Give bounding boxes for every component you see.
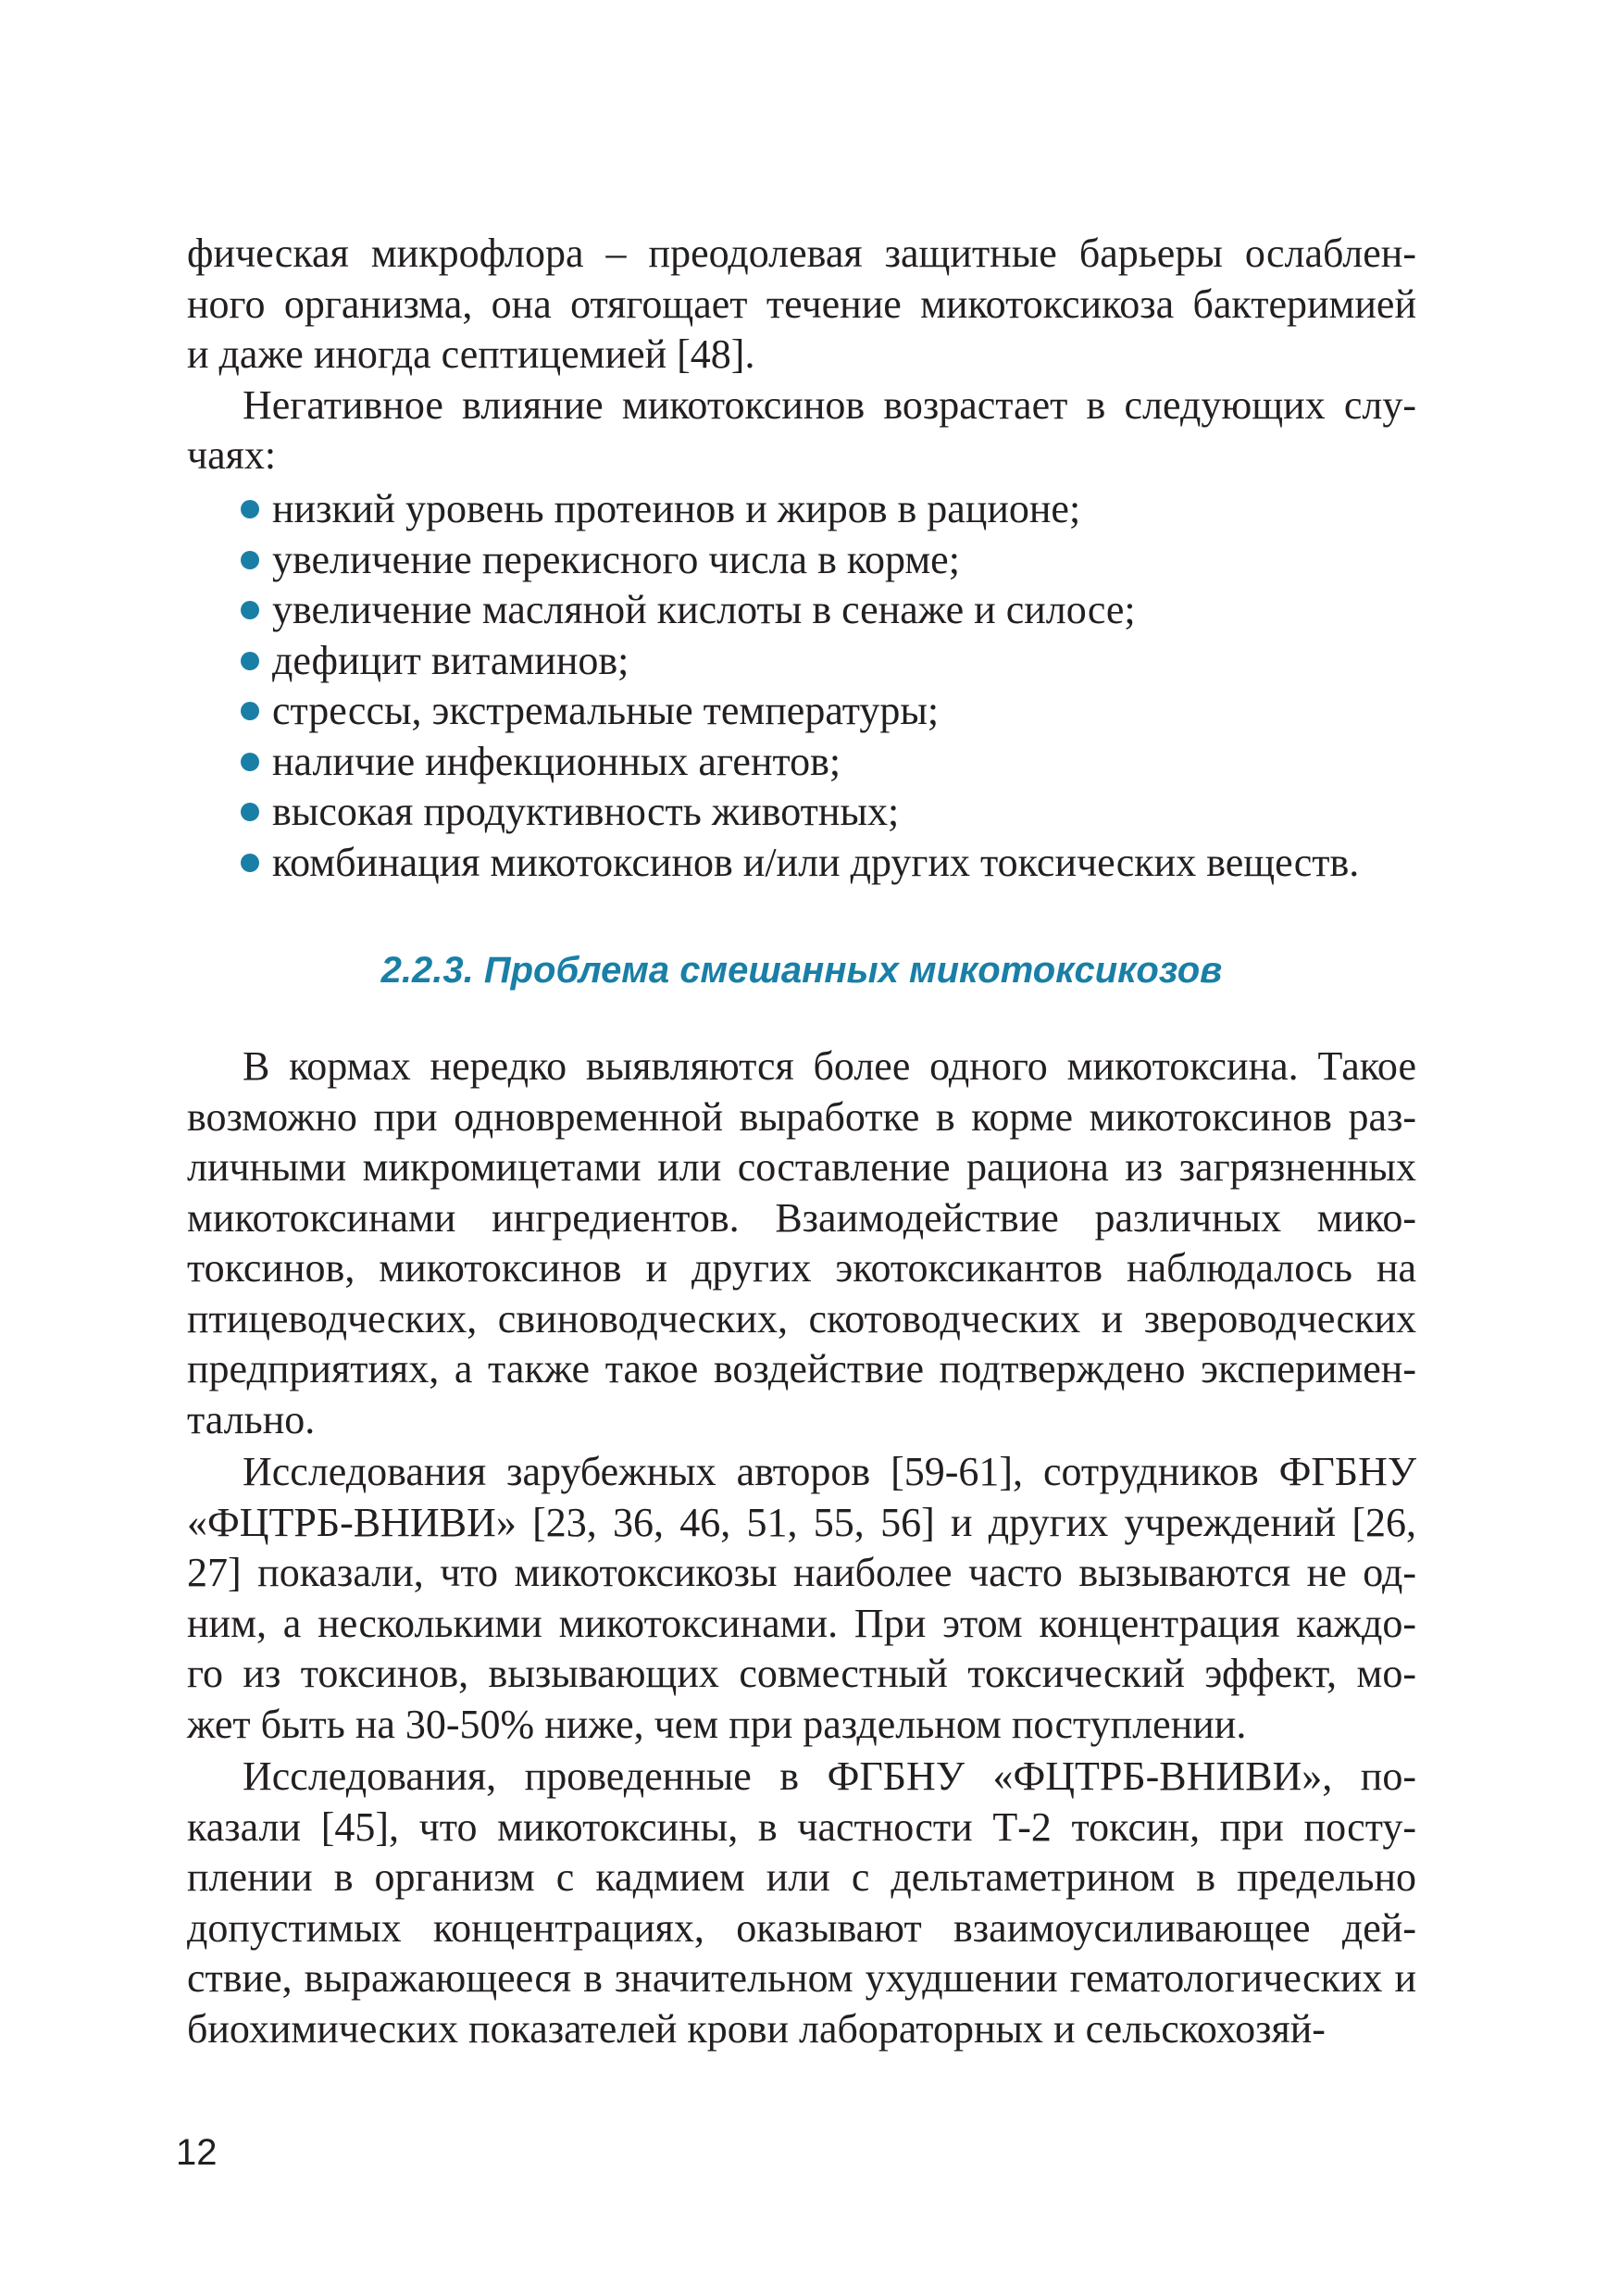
list-item	[241, 535, 1435, 586]
section-heading: 2.2.3. Проблема смешанных микотоксикозов	[380, 950, 1223, 991]
list-item-text: увеличение масляной кислоты в сенаже и силосе;	[272, 587, 1136, 632]
section-paragraph-1: В кормах нередко выявляются более одного микотоксина. Такое возможно при одновременной выработке в корме микотоксинов раз- личными микромицетами или составление рациона из загрязненных микотоксинами ингредиентов. Взаимодействие различных мико- токсинов, микотоксинов и других экотоксикантов наблюдалось на птицеводческих, свиноводческих, скотоводческих и звероводческих предприятиях, а также такое воздействие подтверждено эксперимен- тально.	[187, 1043, 1416, 1442]
list-item-text: стрессы, экстремальные температуры;	[272, 688, 940, 733]
bullet-dot-icon	[241, 652, 259, 670]
intro-paragraph-2: Негативное влияние микотоксинов возрастает в следующих слу- чаях:	[187, 381, 1416, 478]
list-item-text: низкий уровень протеинов и жиров в рационе;	[272, 486, 1081, 531]
list-item-text: дефицит витаминов;	[272, 637, 629, 683]
intro-text	[187, 229, 1416, 481]
section-paragraph-3: Исследования, проведенные в ФГБНУ «ФЦТРБ-ВНИВИ», по- казали [45], что микотоксины, в частности Т-2 токсин, при посту- плении в организм с кадмием или с дельтаметрином в предельно допустимых концентрациях, оказывают взаимоусиливающее дей- ствие, выражающееся в значительном ухудшении гематологических и биохимических показателей крови лабораторных и сельскохозяй-	[187, 1753, 1416, 2052]
intro-line-3: и даже иногда септицемией [48].	[187, 331, 755, 377]
section-text	[187, 1042, 1416, 2054]
list-item	[241, 838, 1435, 889]
list-item	[241, 585, 1435, 636]
intro-line-2: ного организма, она отягощает течение микотоксикоза бактеримией	[187, 281, 1416, 327]
bullet-dot-icon	[241, 702, 259, 720]
bullet-dot-icon	[241, 551, 259, 569]
list-item	[241, 787, 1435, 838]
list-item-text: комбинация микотоксинов и/или других токсических веществ.	[272, 839, 1360, 885]
list-item	[241, 737, 1435, 788]
list-item-text: увеличение перекисного числа в корме;	[272, 536, 960, 582]
bullet-list	[241, 484, 1435, 888]
bullet-dot-icon	[241, 803, 259, 821]
bullet-dot-icon	[241, 854, 259, 872]
bullet-dot-icon	[241, 601, 259, 619]
section-paragraph-2: Исследования зарубежных авторов [59-61], сотрудников ФГБНУ «ФЦТРБ-ВНИВИ» [23, 36, 46, 51, 55, 56] и других учреждений [26, 27] показали, что микотоксикозы наиболее часто вызываются не од- ним, а несколькими микотоксинами. При этом концентрация каждо- го из токсинов, вызывающих совместный токсический эффект, мо- жет быть на 30-50% ниже, чем при раздельном поступлении.	[187, 1449, 1416, 1747]
list-item-text: высокая продуктивность животных;	[272, 789, 900, 834]
bullet-dot-icon	[241, 500, 259, 518]
page-number: 12	[176, 2132, 218, 2173]
list-item	[241, 686, 1435, 737]
list-item-text: наличие инфекционных агентов;	[272, 738, 841, 784]
bullet-dot-icon	[241, 753, 259, 771]
list-item	[241, 484, 1435, 535]
list-item	[241, 636, 1435, 687]
intro-line-1: фическая микрофлора – преодолевая защитные барьеры ослаблен-	[187, 231, 1416, 276]
